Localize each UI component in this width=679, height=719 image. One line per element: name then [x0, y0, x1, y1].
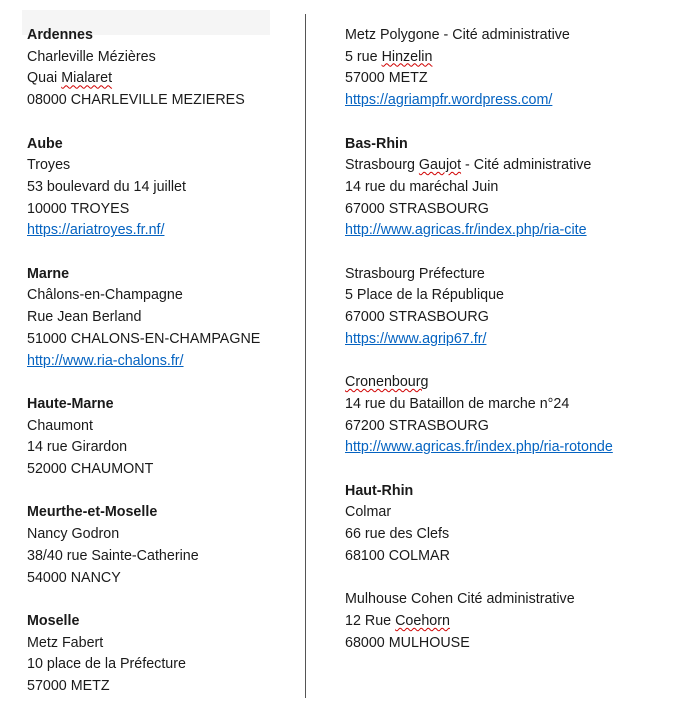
right-column — [345, 25, 675, 676]
town: Chaumont — [27, 417, 93, 434]
postal-line: 67200 STRASBOURG — [345, 417, 489, 434]
street: 53 boulevard du 14 juillet — [27, 178, 186, 195]
street-name-misspelled: Mialaret — [61, 70, 113, 87]
website-link[interactable]: https://ariatroyes.fr.nf/ — [27, 222, 165, 239]
region-heading: Ardennes — [27, 27, 93, 43]
town-suffix: - Cité administrative — [465, 157, 592, 174]
postal-line: 08000 CHARLEVILLE MEZIERES — [27, 92, 245, 109]
town-name-misspelled: Cronenbourg — [345, 374, 429, 391]
town: Colmar — [345, 504, 392, 521]
town: Nancy Godron — [27, 526, 120, 543]
postal-line: 68100 COLMAR — [345, 547, 450, 564]
postal-line: 54000 NANCY — [27, 569, 121, 586]
street — [345, 47, 675, 69]
town-name-misspelled: Gaujot — [418, 157, 462, 174]
town: Troyes — [27, 157, 71, 174]
town: Mulhouse Cohen Cité administrative — [345, 591, 575, 608]
street-name-misspelled: Hinzelin — [381, 48, 433, 65]
postal-line: 67000 STRASBOURG — [345, 309, 489, 326]
street: 38/40 rue Sainte-Catherine — [27, 547, 199, 564]
street: 10 place de la Préfecture — [27, 656, 186, 673]
entry-marne — [27, 264, 302, 373]
region-heading: Marne — [27, 265, 70, 282]
street-prefix: 5 rue — [345, 48, 378, 65]
region-heading: Aube — [27, 135, 63, 152]
street: 66 rue des Clefs — [345, 526, 450, 543]
street — [27, 68, 302, 90]
entry-meurthe-et-moselle — [27, 502, 302, 589]
website-link[interactable]: https://agriampfr.wordpress.com/ — [345, 92, 553, 109]
street-prefix: Quai — [27, 70, 58, 87]
region-heading: Haut-Rhin — [345, 482, 414, 499]
entry-bas-rhin — [345, 134, 675, 243]
postal-line: 57000 METZ — [345, 70, 428, 87]
entry-moselle — [27, 611, 302, 698]
town — [345, 155, 675, 177]
street: 14 rue Girardon — [27, 439, 128, 456]
street — [345, 611, 675, 633]
region-heading: Meurthe-et-Moselle — [27, 504, 158, 521]
region-heading: Bas-Rhin — [345, 135, 408, 152]
entry-strasbourg-prefecture — [345, 264, 675, 351]
town: Strasbourg Préfecture — [345, 265, 485, 282]
town: Charleville Mézières — [27, 48, 156, 65]
town-prefix: Strasbourg — [345, 157, 415, 174]
street: 14 rue du Bataillon de marche n°24 — [345, 395, 570, 412]
street: 14 rue du maréchal Juin — [345, 178, 499, 195]
town: Metz Fabert — [27, 634, 104, 651]
column-divider — [305, 14, 306, 698]
website-link[interactable]: http://www.ria-chalons.fr/ — [27, 352, 184, 369]
postal-line: 68000 MULHOUSE — [345, 634, 470, 651]
website-link[interactable]: https://www.agrip67.fr/ — [345, 330, 487, 347]
postal-line: 52000 CHAUMONT — [27, 461, 154, 478]
entry-cronenbourg — [345, 372, 675, 459]
postal-line: 67000 STRASBOURG — [345, 200, 489, 217]
postal-line: 10000 TROYES — [27, 200, 130, 217]
entry-haut-rhin — [345, 481, 675, 568]
website-link[interactable]: http://www.agricas.fr/index.php/ria-cite — [345, 222, 587, 239]
region-heading: Moselle — [27, 612, 80, 629]
street: Rue Jean Berland — [27, 309, 142, 326]
entry-aube — [27, 134, 302, 243]
town — [345, 372, 675, 394]
town: Châlons-en-Champagne — [27, 287, 183, 304]
street-name-misspelled: Coehorn — [395, 612, 450, 629]
entry-haute-marne — [27, 394, 302, 481]
website-link[interactable]: http://www.agricas.fr/index.php/ria-rotonde — [345, 439, 613, 456]
street: 5 Place de la République — [345, 287, 504, 304]
region-heading: Haute-Marne — [27, 395, 114, 412]
entry-metz-polygone — [345, 25, 675, 112]
postal-line: 57000 METZ — [27, 678, 110, 695]
entry-ardennes — [27, 25, 302, 112]
postal-line: 51000 CHALONS-EN-CHAMPAGNE — [27, 330, 261, 347]
left-column — [27, 25, 302, 719]
entry-mulhouse — [345, 589, 675, 654]
street-prefix: 12 Rue — [345, 612, 392, 629]
town: Metz Polygone - Cité administrative — [345, 27, 570, 43]
